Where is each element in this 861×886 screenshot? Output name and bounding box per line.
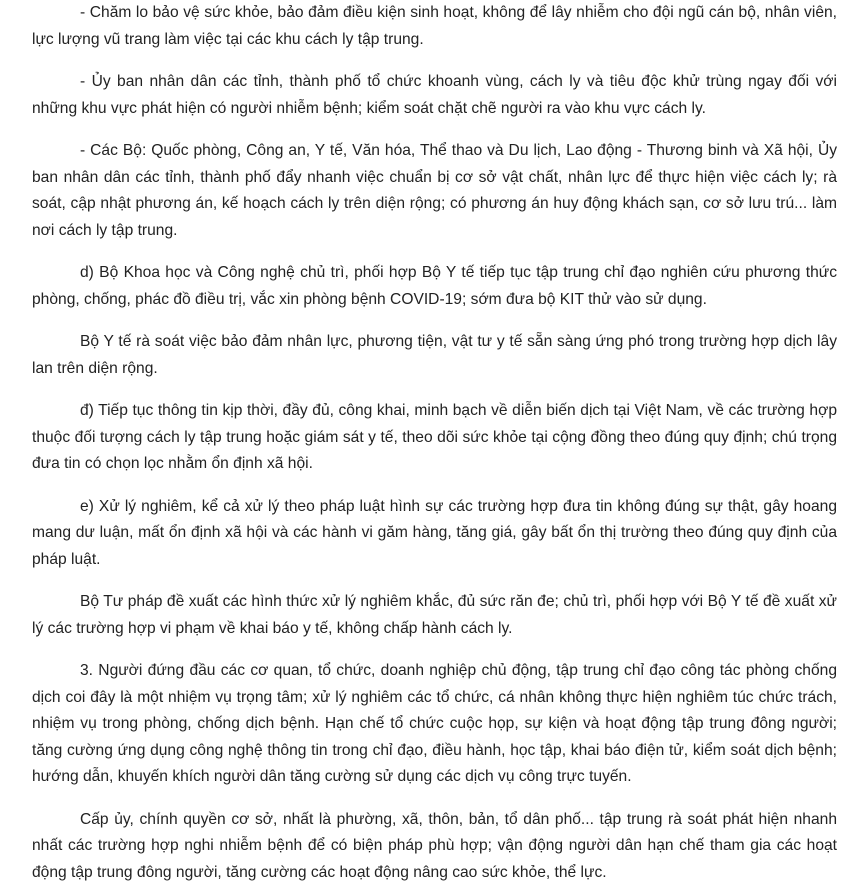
paragraph: Bộ Y tế rà soát việc bảo đảm nhân lực, phương tiện, vật tư y tế sẵn sàng ứng phó trong trường hợp dịch lây lan trên diện rộng. <box>32 329 837 382</box>
paragraph: Bộ Tư pháp đề xuất các hình thức xử lý nghiêm khắc, đủ sức răn đe; chủ trì, phối hợp với Bộ Y tế đề xuất xử lý các trường hợp vi phạm về khai báo y tế, không chấp hành cách ly. <box>32 589 837 642</box>
paragraph: 3. Người đứng đầu các cơ quan, tổ chức, doanh nghiệp chủ động, tập trung chỉ đạo công tác phòng chống dịch coi đây là một nhiệm vụ trọng tâm; xử lý nghiêm các tổ chức, cá nhân không thực hiện nghiêm túc chức trách, nhiệm vụ trong phòng, chống dịch bệnh. Hạn chế tổ chức cuộc họp, sự kiện và hoạt động tập trung đông người; tăng cường ứng dụng công nghệ thông tin trong chỉ đạo, điều hành, học tập, khai báo điện tử, kiểm soát dịch bệnh; hướng dẫn, khuyến khích người dân tăng cường sử dụng các dịch vụ công trực tuyến. <box>32 658 837 791</box>
paragraph: d) Bộ Khoa học và Công nghệ chủ trì, phối hợp Bộ Y tế tiếp tục tập trung chỉ đạo nghiên cứu phương thức phòng, chống, phác đồ điều trị, vắc xin phòng bệnh COVID-19; sớm đưa bộ KIT thử vào sử dụng. <box>32 260 837 313</box>
paragraph: e) Xử lý nghiêm, kể cả xử lý theo pháp luật hình sự các trường hợp đưa tin không đúng sự thật, gây hoang mang dư luận, mất ổn định xã hội và các hành vi găm hàng, tăng giá, gây bất ổn thị trường theo đúng quy định của pháp luật. <box>32 494 837 574</box>
paragraph: - Ủy ban nhân dân các tỉnh, thành phố tổ chức khoanh vùng, cách ly và tiêu độc khử trùng ngay đối với những khu vực phát hiện có người nhiễm bệnh; kiểm soát chặt chẽ người ra vào khu vực cách ly. <box>32 69 837 122</box>
paragraph: - Các Bộ: Quốc phòng, Công an, Y tế, Văn hóa, Thể thao và Du lịch, Lao động - Thương binh và Xã hội, Ủy ban nhân dân các tỉnh, thành phố đẩy nhanh việc chuẩn bị cơ sở vật chất, nhân lực để thực hiện việc cách ly; rà soát, cập nhật phương án, kế hoạch cách ly trên diện rộng; có phương án huy động khách sạn, cơ sở lưu trú... làm nơi cách ly tập trung. <box>32 138 837 244</box>
paragraph: Cấp ủy, chính quyền cơ sở, nhất là phường, xã, thôn, bản, tổ dân phố... tập trung rà soát phát hiện nhanh nhất các trường hợp nghi nhiễm bệnh để có biện pháp phù hợp; vận động người dân hạn chế tham gia các hoạt động tập trung đông người, tăng cường các hoạt động nâng cao sức khỏe, thể lực. <box>32 807 837 886</box>
paragraph: - Chăm lo bảo vệ sức khỏe, bảo đảm điều kiện sinh hoạt, không để lây nhiễm cho đội ngũ cán bộ, nhân viên, lực lượng vũ trang làm việc tại các khu cách ly tập trung. <box>32 0 837 53</box>
paragraph: đ) Tiếp tục thông tin kịp thời, đầy đủ, công khai, minh bạch về diễn biến dịch tại Việt Nam, về các trường hợp thuộc đối tượng cách ly tập trung hoặc giám sát y tế, theo dõi sức khỏe tại cộng đồng theo đúng quy định; chú trọng đưa tin có chọn lọc nhằm ổn định xã hội. <box>32 398 837 478</box>
